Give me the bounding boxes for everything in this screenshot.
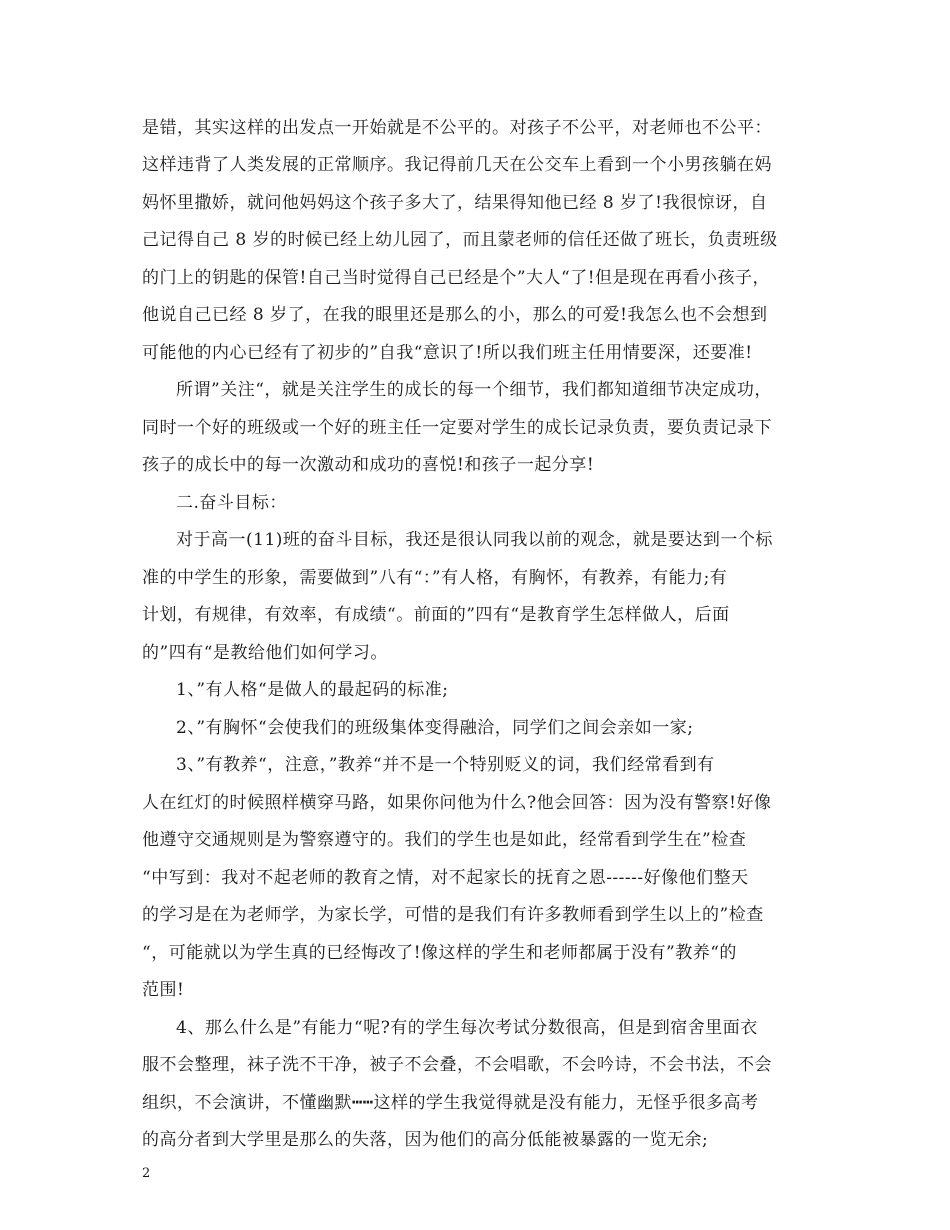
text-line: 他遵守交通规则是为警察遵守的。我们的学生也是如此，经常看到学生在”检查	[142, 830, 747, 850]
text-line: 准的中学生的形象，需要做到”八有“：”有人格，有胸怀，有教养，有能力;有	[142, 568, 728, 588]
list-item: 1、”有人格“是做人的最起码的标准;	[176, 680, 449, 700]
text-line: 妈怀里撒娇，就问他妈妈这个孩子多大了，结果得知他已经 8 岁了!我很惊讶，自	[142, 193, 768, 213]
page-number: 2	[142, 1166, 151, 1181]
text-line: “，可能就以为学生真的已经悔改了!像这样的学生和老师都属于没有”教养“的	[142, 943, 737, 963]
text-line: 计划，有规律，有效率，有成绩“。前面的”四有“是教育学生怎样做人，后面	[142, 605, 730, 625]
text-line: 所谓”关注“，就是关注学生的成长的每一个细节，我们都知道细节决定成功，	[176, 380, 772, 400]
text-line: 的高分者到大学里是那么的失落，因为他们的高分低能被暴露的一览无余;	[142, 1130, 709, 1150]
text-line: 范围!	[142, 980, 185, 1000]
text-line: 是错，其实这样的出发点一开始就是不公平的。对孩子不公平，对老师也不公平：	[142, 118, 772, 138]
text-line: 对于高一(11)班的奋斗目标，我还是很认同我以前的观念，就是要达到一个标	[176, 530, 773, 550]
text-line: 组织，不会演讲，不懂幽默┅┅这样的学生我觉得就是没有能力，无怪乎很多高考	[142, 1093, 759, 1113]
text-line: 的学习是在为老师学，为家长学，可惜的是我们有许多教师看到学生以上的”检查	[142, 905, 764, 925]
text-line: 孩子的成长中的每一次激动和成功的喜悦!和孩子一起分享!	[142, 455, 595, 475]
text-line: 服不会整理，袜子洗不干净，被子不会叠，不会唱歌，不会吟诗，不会书法，不会	[142, 1055, 772, 1075]
section-heading: 二.奋斗目标：	[176, 493, 287, 513]
text-line: 的门上的钥匙的保管!自己当时觉得自己已经是个”大人“了!但是现在再看小孩子，	[142, 268, 771, 288]
text-line: 可能他的内心已经有了初步的”自我“意识了!所以我们班主任用情要深，还要准!	[142, 343, 753, 363]
text-line: 同时一个好的班级或一个好的班主任一定要对学生的成长记录负责，要负责记录下	[142, 418, 772, 438]
text-line: 的”四有“是教给他们如何学习。	[142, 643, 388, 663]
text-line: 这样违背了人类发展的正常顺序。我记得前几天在公交车上看到一个小男孩躺在妈	[142, 155, 772, 175]
text-line: “中写到：我对不起老师的教育之情，对不起家长的抚育之恩------好像他们整天	[142, 868, 749, 888]
list-item: 4、那么什么是”有能力“呢?有的学生每次考试分数很高，但是到宿舍里面衣	[176, 1018, 758, 1038]
text-line: 己记得自己 8 岁的时候已经上幼儿园了，而且蒙老师的信任还做了班长，负责班级	[142, 230, 778, 250]
list-item: 2、”有胸怀“会使我们的班级集体变得融洽，同学们之间会亲如一家;	[176, 718, 694, 738]
text-line: 人在红灯的时候照样横穿马路，如果你问他为什么?他会回答：因为没有警察!好像	[142, 793, 772, 813]
text-line: 他说自己已经 8 岁了，在我的眼里还是那么的小，那么的可爱!我怎么也不会想到	[142, 305, 768, 325]
list-item: 3、”有教养“，注意，”教养“并不是一个特别贬义的词，我们经常看到有	[176, 755, 715, 775]
